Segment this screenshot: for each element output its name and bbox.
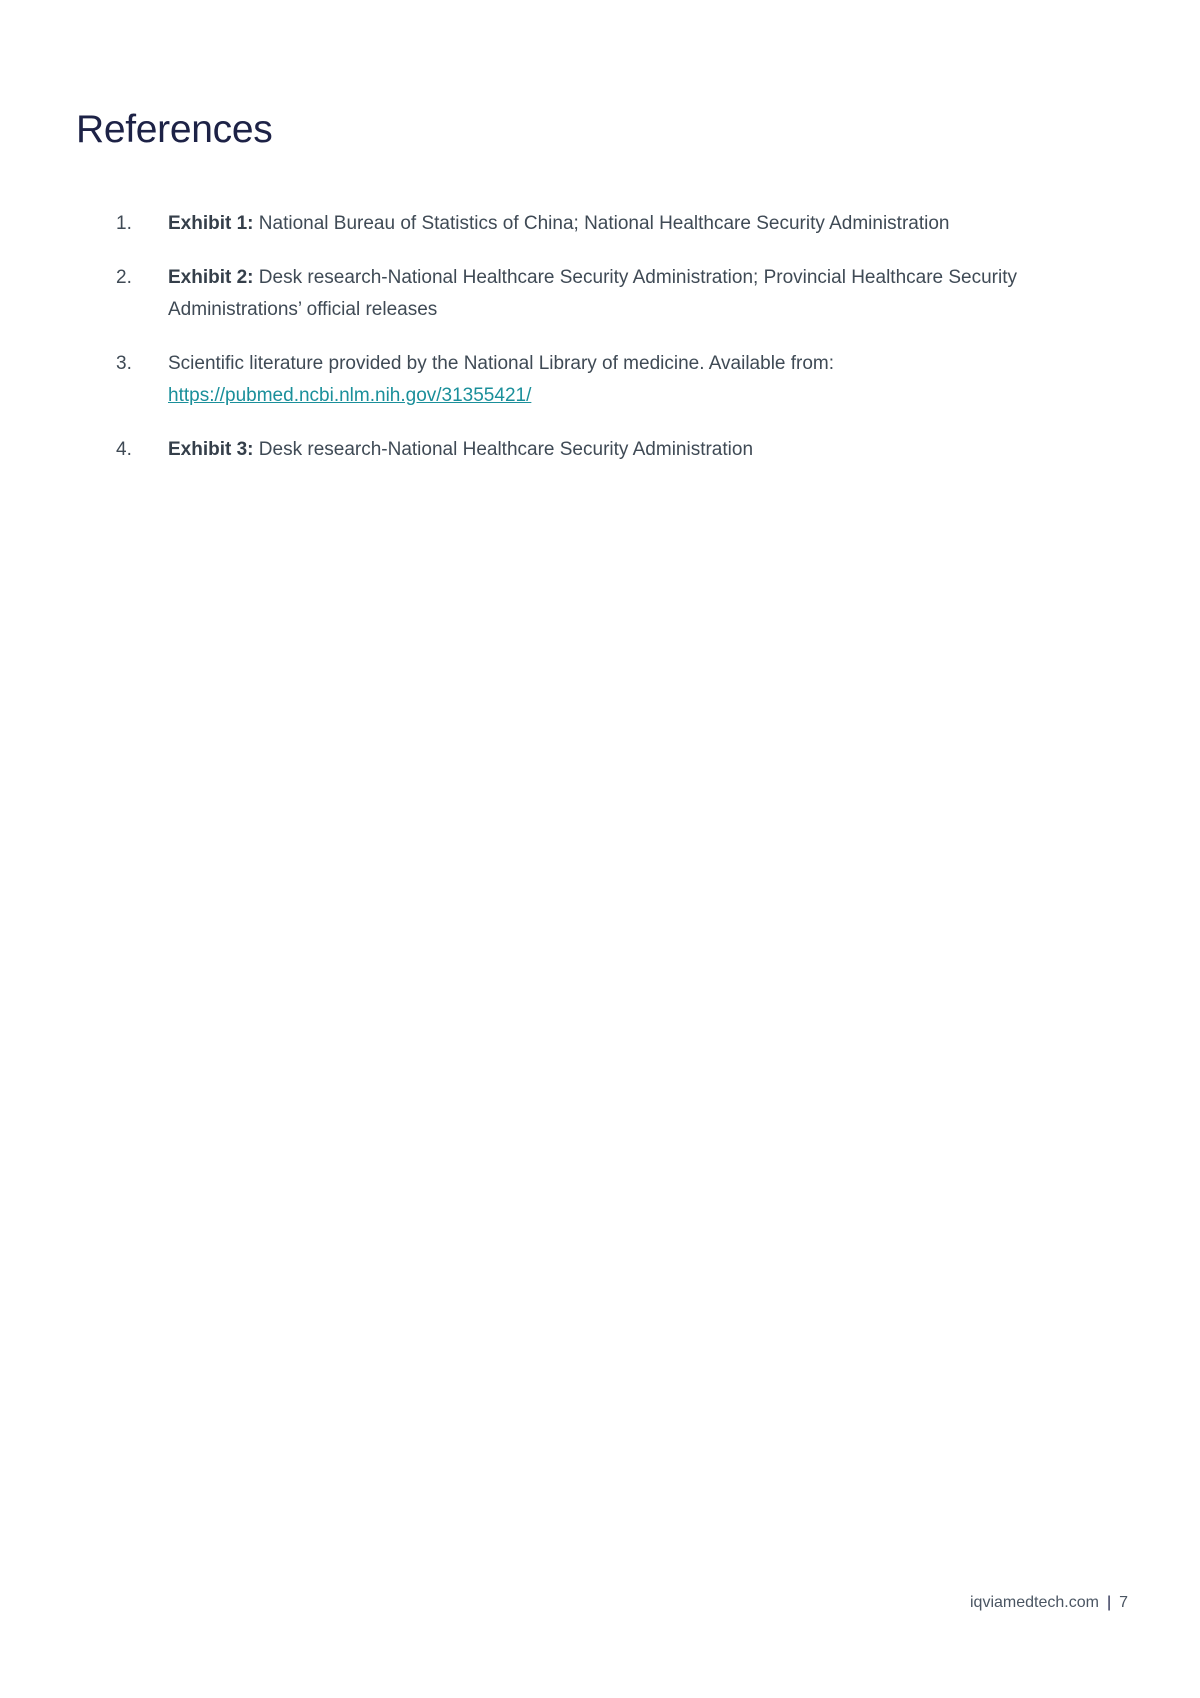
pubmed-link[interactable]: https://pubmed.ncbi.nlm.nih.gov/31355421/ xyxy=(168,385,532,406)
reference-text xyxy=(168,434,1116,466)
page-number: 7 xyxy=(1119,1594,1128,1611)
reference-item-3 xyxy=(116,348,1116,412)
reference-number: 1. xyxy=(116,213,132,234)
reference-body: Desk research-National Healthcare Security Administration xyxy=(253,439,754,460)
reference-item-4 xyxy=(116,434,1116,466)
reference-label: Exhibit 1: xyxy=(168,213,254,234)
reference-body: Scientific literature provided by the National Library of medicine. Available from: xyxy=(168,353,835,374)
reference-text xyxy=(168,208,1116,240)
footer-site: iqviamedtech.com xyxy=(969,1594,1099,1611)
references-list xyxy=(116,208,1116,488)
reference-text xyxy=(168,348,1116,412)
reference-item-1 xyxy=(116,208,1116,240)
footer-separator: | xyxy=(1106,1594,1112,1611)
reference-body: Desk research-National Healthcare Security Administration; Provincial Healthcare Security Administrations’ official releases xyxy=(168,267,1018,320)
reference-body: National Bureau of Statistics of China; National Healthcare Security Administration xyxy=(253,213,950,234)
reference-label: Exhibit 2: xyxy=(168,267,254,288)
reference-number: 3. xyxy=(116,353,132,374)
reference-number: 2. xyxy=(116,267,132,288)
reference-item-2 xyxy=(116,262,1116,326)
page-footer xyxy=(970,1594,1128,1612)
reference-label: Exhibit 3: xyxy=(168,439,254,460)
reference-text xyxy=(168,262,1116,326)
reference-number: 4. xyxy=(116,439,132,460)
page-title: References xyxy=(76,108,273,151)
